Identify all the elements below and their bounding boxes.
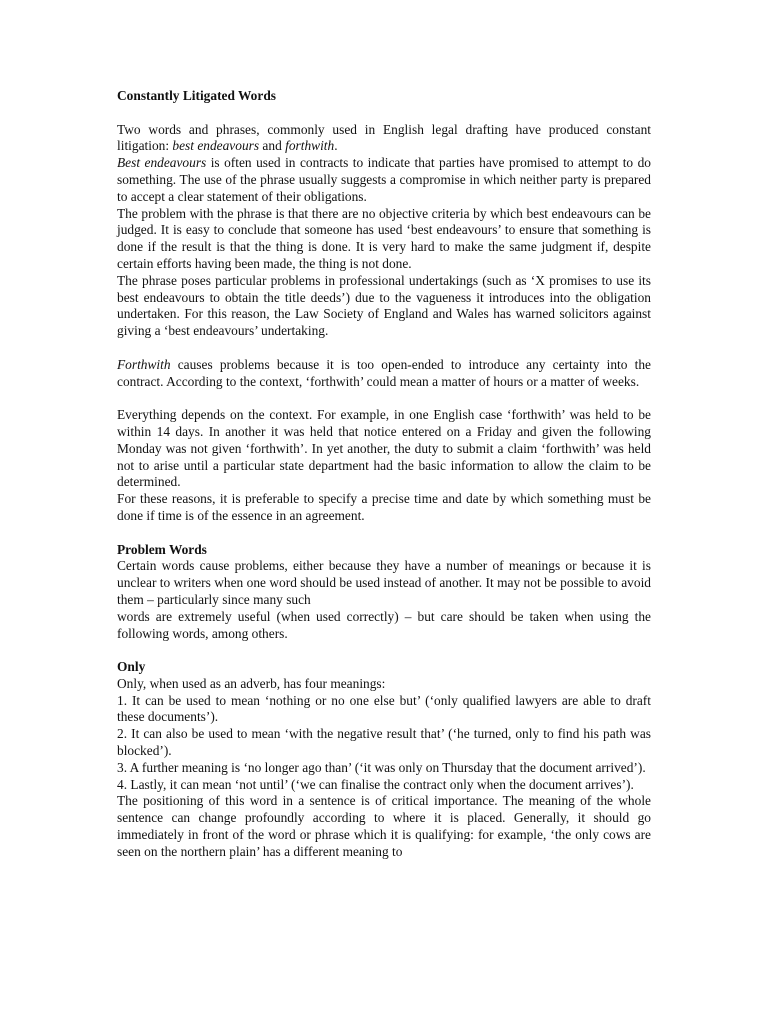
- section-title-constantly-litigated: Constantly Litigated Words: [117, 88, 276, 103]
- list-item: 3. A further meaning is ‘no longer ago than’ (‘it was only on Thursday that the document arrived’).: [117, 759, 646, 775]
- paragraph: For these reasons, it is preferable to specify a precise time and date by which something must be done if time is of the essence in an agreement.: [117, 491, 651, 523]
- paragraph: The phrase poses particular problems in professional undertakings (such as ‘X promises to use its best endeavours to obtain the title deeds’) due to the vagueness it introduces into the obligation undertaken. For this reason, the Law Society of England and Wales has warned solicitors against giving a ‘best endeavours’ undertaking.: [117, 272, 651, 339]
- paragraph: Everything depends on the context. For example, in one English case ‘forthwith’ was held to be within 14 days. In another it was held that notice entered on a Friday and given the following Monday was not given ‘forthwith’. In yet another, the duty to submit a claim ‘forthwith’ was held not to arise until a particular state department had the basic information to allow the claim to be determined.: [117, 407, 651, 490]
- spacer: [117, 525, 651, 542]
- text: Two words and phrases, commonly used in English legal drafting have produced constant litigation:: [117, 121, 651, 154]
- spacer: [117, 105, 651, 122]
- paragraph: [117, 357, 651, 391]
- text: .: [334, 138, 338, 154]
- spacer: [117, 390, 651, 407]
- list-item: 2. It can also be used to mean ‘with the negative result that’ (‘he turned, only to find his path was blocked’).: [117, 726, 651, 759]
- document-body: [117, 88, 651, 861]
- emphasis: Forthwith: [117, 356, 171, 372]
- list-item: 4. Lastly, it can mean ‘not until’ (‘we can finalise the contract only when the document arrives’).: [117, 776, 634, 792]
- paragraph: Only, when used as an adverb, has four meanings:: [117, 675, 386, 691]
- spacer: [117, 340, 651, 357]
- paragraph: words are extremely useful (when used correctly) – but care should be taken when using the following words, among others.: [117, 608, 651, 641]
- list-item: 1. It can be used to mean ‘nothing or no one else but’ (‘only qualified lawyers are able to draft these documents’).: [117, 692, 651, 725]
- paragraph: [117, 122, 651, 156]
- section-title-problem-words: Problem Words: [117, 541, 207, 557]
- emphasis: Best endeavours: [117, 155, 207, 171]
- emphasis: forthwith: [285, 138, 335, 154]
- text: and: [259, 138, 286, 154]
- text: is often used in contracts to indicate that parties have promised to attempt to do something. The use of the phrase usually suggests a compromise in which neither party is prepared to accept a clear statement of their obligations.: [117, 155, 651, 204]
- paragraph: Certain words cause problems, either because they have a number of meanings or because it is unclear to writers when one word should be used instead of another. It may not be possible to avoid them – particularly since many such: [117, 558, 651, 607]
- spacer: [117, 642, 651, 659]
- paragraph: [117, 155, 651, 205]
- text: causes problems because it is too open-ended to introduce any certainty into the contract. According to the context, ‘forthwith’ could mean a matter of hours or a matter of weeks.: [117, 356, 651, 389]
- paragraph: The problem with the phrase is that there are no objective criteria by which best endeavours can be judged. It is easy to conclude that someone has used ‘best endeavours’ to ensure that something is done if the result is that the thing is done. It is very hard to make the same judgment if, despite certain efforts having been made, the thing is not done.: [117, 205, 651, 271]
- paragraph: The positioning of this word in a sentence is of critical importance. The meaning of the whole sentence can change profoundly according to where it is placed. Generally, it should go immediately in front of the word or phrase which it is qualifying: for example, ‘the only cows are seen on the northern plain’ has a different meaning to: [117, 793, 651, 859]
- section-title-only: Only: [117, 659, 146, 675]
- emphasis: best endeavours: [172, 138, 260, 154]
